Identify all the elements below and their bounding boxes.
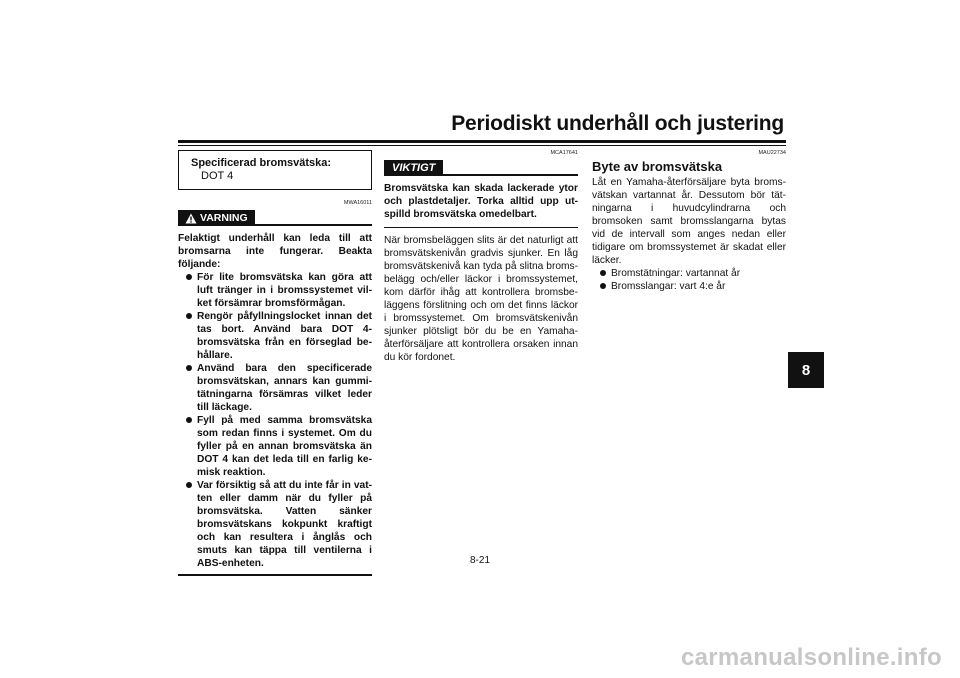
- header-rule: [178, 140, 786, 143]
- warning-intro: Felaktigt underhåll kan leda till att bromsarna inte fungerar. Beakta följande:: [178, 233, 372, 270]
- notice-body: När bromsbeläggen slits är det naturligt att bromsvätskenivån gradvis sjunker. En låg bromsvätskenivå kan tyda på slitna bromsbelägg och/eller läckor i bromssystemet, kom därför ihåg att kontrollera bromsbeläggens förslitning och om det finns läckor i bromssystemet. Om bromsvätskenivån sjunker plötsligt bör du be en Yamaha-återförsäljare att kontrollera orsaken innan du kör fordonet.: [384, 235, 578, 363]
- list-item: Fyll på med samma bromsvätska som redan finns i systemet. Om du fyller på en annan bromsvätska än DOT 4 kan det leda till en farlig kemisk reaktion.: [178, 414, 372, 479]
- notice-end-rule: [384, 227, 578, 228]
- list-item: Bromsslangar: vart 4:e år: [592, 280, 786, 293]
- warning-label: VARNING: [200, 212, 248, 224]
- warning-end-rule: [178, 574, 372, 576]
- bullet-icon: [186, 274, 192, 280]
- bullet-icon: [600, 283, 606, 289]
- page-title: Periodiskt underhåll och justering: [451, 112, 784, 135]
- warning-badge: [178, 210, 255, 226]
- warning-triangle-icon: [185, 213, 197, 224]
- watermark: carmanualsonline.info: [680, 644, 942, 671]
- spec-box: [178, 150, 372, 190]
- page-number: 8-21: [469, 555, 490, 566]
- warning-rule: [255, 224, 372, 226]
- section-list: [592, 267, 786, 293]
- notice-badge: VIKTIGT: [384, 160, 443, 176]
- notice-bold-text: Bromsvätska kan skada lackerade ytor och plastdetaljer. Torka alltid upp utspilld bromsvätska omedelbart.: [384, 183, 578, 220]
- section-body: Låt en Yamaha-återförsäljare byta bromsvätskan vartannat år. Dessutom bör tätningarna i huvudcylindrarna och bromsoken samt bromsslangarna bytas vid de intervall som anges nedan eller tidigare om bromssystemet är skadat eller läcker.: [592, 177, 786, 266]
- list-item: Använd bara den specificerade bromsvätskan, annars kan gummitätningarna försämras vilket leder till läckage.: [178, 362, 372, 414]
- warning-list: [178, 271, 372, 570]
- section-title: Byte av bromsvätska: [592, 159, 723, 174]
- list-item: Var försiktig så att du inte får in vatten eller damm när du fyller på bromsvätska. Vatten sänker bromsvätskans kokpunkt kraftigt och kan resultera i ånglås och smuts kan täppa till ventilerna i ABS-enheten.: [178, 479, 372, 570]
- column-middle: [384, 150, 578, 364]
- notice-rule: [443, 174, 578, 176]
- bullet-icon: [186, 482, 192, 488]
- bullet-icon: [186, 313, 192, 319]
- notice-code: MCA17641: [550, 150, 578, 156]
- bullet-icon: [600, 270, 606, 276]
- spec-value: DOT 4: [201, 170, 234, 182]
- header-rule-thin: [178, 145, 786, 146]
- bullet-icon: [186, 417, 192, 423]
- chapter-tab[interactable]: 8: [788, 352, 824, 388]
- section-code: MAU22734: [758, 150, 786, 156]
- bullet-icon: [186, 365, 192, 371]
- column-left: [178, 150, 372, 576]
- spec-title: Specificerad bromsvätska:: [191, 157, 332, 169]
- warning-header: [178, 210, 372, 226]
- list-item: Rengör påfyllningslocket innan det tas bort. Använd bara DOT 4-bromsvätska från en förseglad behållare.: [178, 310, 372, 362]
- column-right: [592, 150, 786, 293]
- notice-header: [384, 160, 578, 176]
- list-item: För lite bromsvätska kan göra att luft tränger in i bromssystemet vilket försämrar bromsförmågan.: [178, 271, 372, 310]
- warning-code: MWA16011: [343, 200, 372, 206]
- list-item: Bromstätningar: vartannat år: [592, 267, 786, 280]
